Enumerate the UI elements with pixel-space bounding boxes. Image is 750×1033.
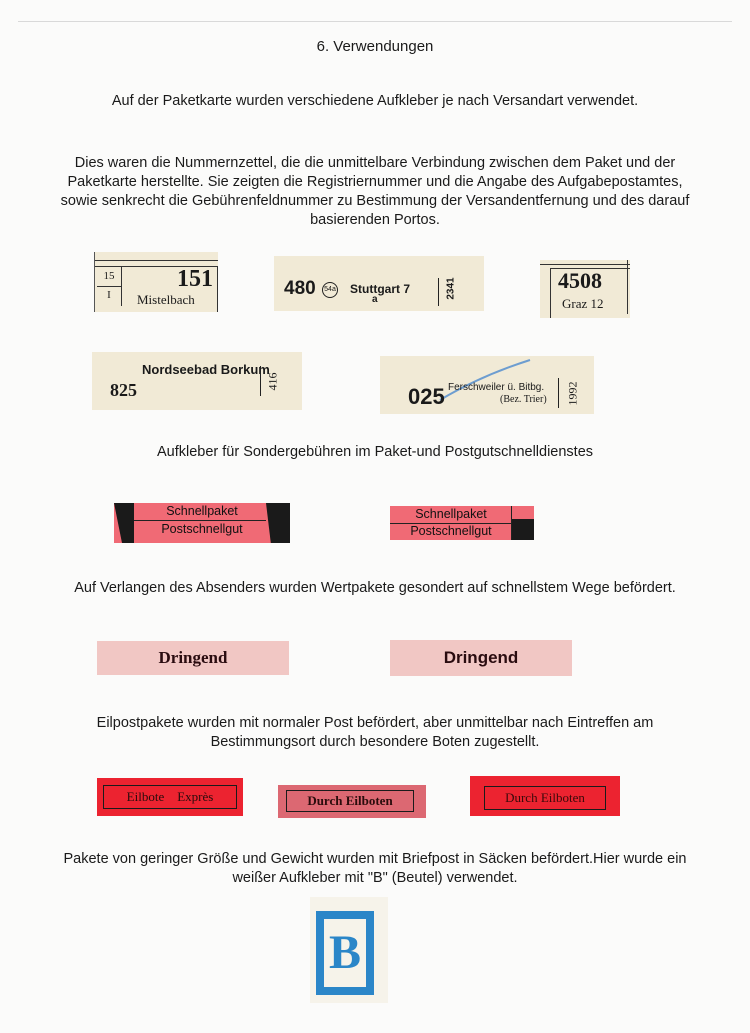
speed-label-line1: Schnellpaket — [166, 504, 238, 518]
reg-place: Nordseebad Borkum — [142, 362, 270, 377]
urgent-label-2 — [390, 640, 572, 676]
intro-text: Auf der Paketkarte wurden verschiedene Aufkleber je nach Versandart verwendet. — [111, 93, 639, 109]
reg-label-field-bottom: I — [107, 289, 111, 301]
page-title: 6. Verwendungen — [316, 38, 434, 55]
reg-label-borkum — [92, 352, 302, 410]
express-label-3 — [470, 776, 620, 816]
caption-express: Eilpostpakete wurden mit normaler Post befördert, aber unmittelbar nach Eintreffen am Bestimmungsort durch besondere Boten zugestellt. — [96, 715, 654, 750]
reg-number: 480 — [284, 278, 316, 299]
reg-label-field-top: 15 — [103, 270, 115, 282]
reg-label-stuttgart — [274, 256, 484, 311]
fee-field-number: 2341 — [445, 277, 457, 300]
express-label-text: Durch Eilboten — [484, 786, 606, 810]
express-label-1 — [97, 778, 243, 816]
caption-special-fees: Aufkleber für Sondergebühren im Paket-und Postgutschnelldienstes — [156, 444, 594, 460]
speed-label-2 — [390, 506, 534, 540]
fee-field-number: 416 — [265, 372, 280, 391]
caption-urgent: Auf Verlangen des Absenders wurden Wertpakete gesondert auf schnellstem Wege befördert. — [74, 580, 676, 596]
reg-place: Mistelbach — [137, 292, 195, 307]
express-label-text: Durch Eilboten — [286, 790, 414, 812]
speed-label-1 — [114, 503, 290, 543]
urgent-label-text: Dringend — [443, 648, 519, 667]
fee-field-number: 1992 — [565, 381, 580, 406]
reg-number: 151 — [177, 266, 213, 292]
reg-number: 4508 — [558, 268, 602, 293]
bag-label-letter: B — [328, 926, 361, 979]
urgent-label-text: Dringend — [158, 648, 228, 667]
numbers-paragraph: Dies waren die Nummernzettel, die die unmittelbare Verbindung zwischen dem Paket und der Paketkarte herstellte. Sie zeigten die Registriernummer und die Angabe des Aufgabepostamtes, sowie senkrecht die Gebührenfeldnummer zu Bestimmung der Versandentfernung und des darauf basierenden Portos. — [60, 155, 690, 228]
top-rule — [18, 21, 732, 22]
reg-place: Graz 12 — [562, 296, 604, 311]
office-circle-stamp: 54a — [322, 282, 338, 298]
reg-place: Stuttgart 7 — [350, 282, 410, 296]
reg-place: Ferschweiler ü. Bitbg. — [448, 382, 545, 393]
reg-number: 825 — [110, 380, 137, 400]
reg-label-graz — [540, 260, 630, 318]
speed-label-line2: Postschnellgut — [161, 522, 243, 536]
caption-bag: Pakete von geringer Größe und Gewicht wurden mit Briefpost in Säcken befördert.Hier wurde ein weißer Aufkleber mit "B" (Beutel) verwendet. — [63, 851, 687, 886]
bag-label — [310, 897, 388, 1003]
express-label-text: Eilbote Exprès — [103, 785, 237, 809]
speed-label-line1: Schnellpaket — [415, 507, 487, 521]
express-label-2 — [278, 785, 426, 818]
reg-label-mistelbach — [94, 252, 218, 312]
reg-label-ferschweiler — [380, 356, 594, 414]
urgent-label-1 — [97, 641, 289, 675]
speed-label-line2: Postschnellgut — [410, 524, 492, 538]
reg-sub: a — [372, 294, 378, 305]
reg-sub: (Bez. Trier) — [500, 394, 547, 405]
reg-number: 025 — [408, 384, 445, 409]
